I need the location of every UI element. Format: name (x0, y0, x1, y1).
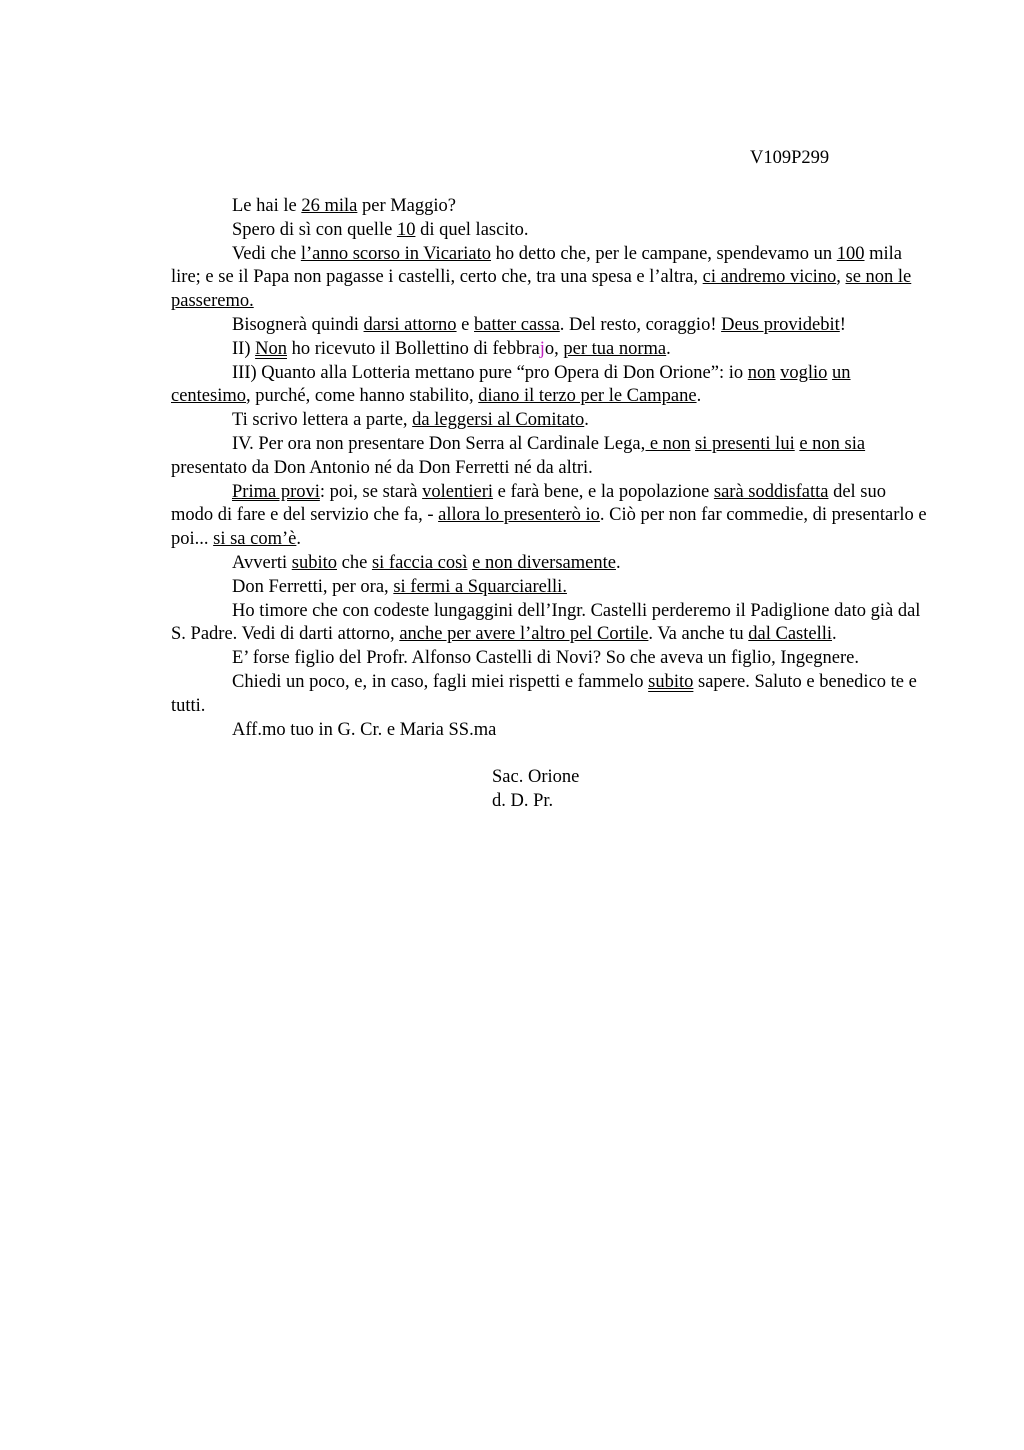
text-run: Ti scrivo lettera a parte, (232, 410, 413, 431)
text-run: e (456, 314, 475, 335)
underlined-text: 100 (836, 243, 865, 264)
letter-paragraph (171, 219, 931, 243)
underlined-text: un centesimo (171, 362, 851, 407)
text-run: ho ricevuto il Bollettino di febbra (286, 338, 540, 359)
text-run: che (337, 552, 372, 573)
underlined-text: non (747, 362, 776, 383)
underlined-text: diano il terzo per le Campane (478, 386, 697, 407)
underlined-text: se non le passeremo. (171, 267, 912, 312)
underlined-text: volentieri (422, 481, 494, 502)
text-run: , (836, 267, 846, 288)
text-run: presentato da Don Antonio né da Don Ferretti né da altri. (171, 457, 593, 478)
page-reference: V109P299 (750, 148, 830, 168)
text-run: Spero di sì con quelle (232, 219, 397, 240)
text-run: , purché, come hanno stabilito, (246, 386, 479, 407)
underlined-text: per tua norma (563, 338, 667, 359)
text-run: III) Quanto alla Lotteria mettano pure “pro Opera di Don Orione”: io (232, 362, 748, 383)
text-run: mila lire; e se il Papa non pagasse i castelli, certo che, tra una spesa e l’altra, (171, 243, 903, 288)
letter-paragraph (171, 719, 931, 743)
text-run: IV. Per ora non presentare Don Serra al Cardinale Lega (232, 433, 641, 454)
letter-paragraph (171, 195, 931, 219)
double-underlined-text: Prima provi (232, 481, 320, 502)
text-run: per Maggio? (357, 196, 456, 216)
text-run: e farà bene, e la popolazione (493, 481, 714, 502)
text-run: Chiedi un poco, e, in caso, fagli miei rispetti e fammelo (232, 671, 649, 692)
letter-paragraph (171, 409, 931, 433)
text-run: o, (544, 338, 564, 359)
letter-paragraphs (171, 195, 931, 742)
underlined-text: voglio (780, 362, 828, 383)
text-run: ho detto che, per le campane, spendevamo un (491, 243, 837, 264)
letter-paragraph (171, 338, 931, 362)
double-underlined-text: Non (255, 338, 287, 359)
text-run: . (615, 552, 621, 573)
text-run: . (832, 624, 837, 645)
signature-spacer (171, 742, 931, 766)
text-run: del suo modo di fare e del servizio che fa, - (171, 481, 887, 526)
underlined-text: batter cassa (474, 314, 560, 335)
text-run: Don Ferretti, per ora, (232, 576, 394, 597)
text-run: Bisognerà quindi (232, 314, 364, 335)
underlined-text: 26 mila (301, 196, 358, 216)
underlined-text: 10 (396, 219, 416, 240)
underlined-text: sarà soddisfatta (713, 481, 829, 502)
underlined-text: da leggersi al Comitato (412, 410, 585, 431)
underlined-text: l’anno scorso in Vicariato (300, 243, 492, 264)
signature-line-1: Sac. Orione (492, 767, 580, 788)
letter-paragraph (171, 314, 931, 338)
underlined-text: Deus providebit (721, 314, 840, 335)
underlined-text: subito (291, 552, 337, 573)
underlined-text: e non sia (799, 433, 866, 454)
letter-paragraph (171, 576, 931, 600)
underlined-text: dal Castelli (748, 624, 833, 645)
letter-paragraph (171, 647, 931, 671)
text-run: . (584, 410, 589, 431)
letter-paragraph (171, 362, 931, 410)
text-run: Avverti (232, 552, 292, 573)
text-run: . (666, 338, 671, 359)
highlighted-letter: j (539, 338, 545, 359)
letter-paragraph (171, 671, 931, 719)
text-run: : poi, se starà (319, 481, 423, 502)
text-run: di quel lascito. (415, 219, 529, 240)
underlined-text: allora lo presenterò io (438, 505, 600, 526)
underlined-text: darsi attorno (363, 314, 457, 335)
text-run: Aff.mo tuo in G. Cr. e Maria SS.ma (232, 719, 497, 740)
text-run: . Del resto, coraggio! (559, 314, 722, 335)
letter-body (171, 195, 931, 814)
text-run: E’ forse figlio del Profr. Alfonso Castelli di Novi? So che aveva un figlio, Ingegnere. (232, 648, 859, 669)
text-run: . Ciò per non far commedie, di presentarlo e poi... (171, 505, 927, 550)
text-run: . (696, 386, 702, 407)
text-run: Le hai le (232, 196, 302, 216)
text-run: . (296, 529, 301, 550)
text-run: Ho timore che con codeste lungaggini dell’Ingr. Castelli perderemo il Padiglione dato già dal S. Padre. Vedi di darti attorno, (171, 600, 921, 645)
text-run: Vedi che (232, 243, 301, 264)
text-run: II) (232, 338, 256, 359)
letter-paragraph (171, 552, 931, 576)
underlined-text: , e non (640, 433, 691, 454)
underlined-text: si faccia così (371, 552, 468, 573)
underlined-text: e non diversamente (472, 552, 616, 573)
letter-paragraph (171, 243, 931, 314)
underlined-text: si sa com’è (213, 529, 297, 550)
underlined-text: si presenti lui (695, 433, 795, 454)
underlined-text: ci andremo vicino (702, 267, 837, 288)
text-run: sapere. Saluto e benedico te e tutti. (171, 671, 917, 716)
double-underlined-text: subito (648, 671, 694, 692)
letter-paragraph (171, 481, 931, 552)
signature-line-2: d. D. Pr. (492, 790, 554, 811)
letter-paragraph (171, 600, 931, 648)
text-run: . Va anche tu (648, 624, 749, 645)
underlined-text: si fermi a Squarciarelli. (393, 576, 567, 597)
text-run: ! (839, 314, 846, 335)
underlined-text: anche per avere l’altro pel Cortile (399, 624, 649, 645)
letter-paragraph (171, 433, 931, 481)
